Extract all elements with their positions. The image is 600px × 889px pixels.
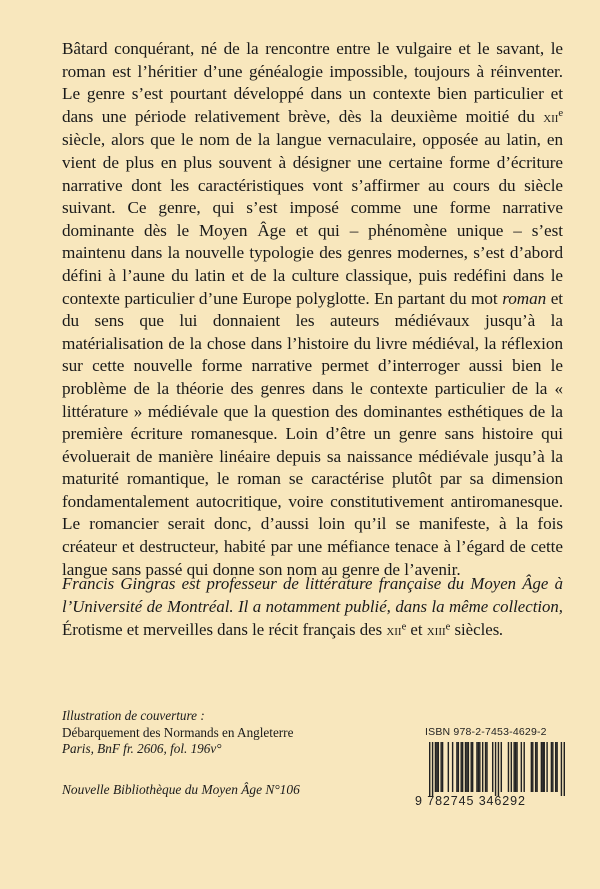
century-numeral: xii — [543, 108, 559, 126]
barcode-bar — [471, 742, 472, 792]
barcode-bar — [462, 742, 463, 792]
barcode-graphic — [429, 742, 565, 796]
century-suffix: e — [558, 107, 563, 119]
author-bio — [62, 573, 563, 642]
barcode-bar — [472, 742, 473, 792]
related-book-title-end: siècles — [450, 619, 500, 639]
credit-title: Débarquement des Normands en Angleterre — [62, 724, 294, 740]
summary-emphasis: roman — [502, 288, 547, 308]
barcode-bar — [541, 742, 542, 792]
century-suffix-12: e — [401, 620, 407, 632]
credit-source: Paris, BnF fr. 2606, fol. 196v° — [62, 741, 222, 757]
barcode-bar — [551, 742, 552, 792]
barcode-bar — [495, 742, 496, 796]
barcode-bar — [511, 742, 512, 792]
credit-label: Illustration de couverture : — [62, 708, 205, 723]
barcode-bar — [468, 742, 469, 792]
barcode-bar — [508, 742, 509, 792]
isbn-label: ISBN 978-2-7453-4629-2 — [425, 726, 547, 738]
isbn-barcode-block — [415, 726, 565, 810]
barcode-bar — [523, 742, 524, 792]
barcode-bar — [555, 742, 556, 792]
barcode-bar — [440, 742, 441, 792]
back-cover-summary — [62, 38, 563, 581]
series-name: Nouvelle Bibliothèque du Moyen Âge N°106 — [62, 782, 300, 797]
barcode-bar — [429, 742, 430, 796]
barcode-bar — [521, 742, 522, 792]
barcode-bar — [448, 742, 449, 792]
barcode-bar — [458, 742, 459, 792]
barcode-bar — [452, 742, 453, 792]
barcode-bar — [456, 742, 457, 792]
barcode-bar — [485, 742, 486, 792]
barcode-bar — [492, 742, 493, 792]
barcode-bar — [498, 742, 499, 796]
barcode-bar — [564, 742, 565, 796]
title-conjunction: et — [406, 619, 427, 639]
barcode-bar — [532, 742, 533, 792]
barcode-bar — [479, 742, 480, 792]
barcode-bar — [561, 742, 562, 796]
barcode-bar — [516, 742, 517, 792]
barcode-bar — [536, 742, 537, 792]
barcode-bar — [552, 742, 553, 792]
author-bio-text: Francis Gingras est professeur de littérature française du Moyen Âge à l’Université de Montréal. Il a notamment publié, dans la même collection, — [62, 574, 563, 616]
barcode-bar — [486, 742, 487, 792]
century-suffix-13: e — [445, 620, 451, 632]
bio-period: . — [499, 619, 504, 639]
summary-text-part2: siècle, alors que le nom de la langue vernaculaire, opposée au latin, en vient de plus en plus souvent à désigner une certaine forme d’écriture narrative dont les caractéristiques vont s’affirmer au cours du siècle suivant. Ce genre, qui s’est imposé comme une forme narrative dominante dès le Moyen Âge et qui – phénomène unique – s’est maintenu dans la nouvelle typologie des genres modernes, s’est d’abord défini à l’aune du latin et de la culture classique, puis redéfini dans le contexte particulier d’une Europe polyglotte. En partant du mot — [62, 130, 563, 308]
century-numeral-12: xii — [386, 621, 402, 639]
barcode-bar — [466, 742, 467, 792]
cover-illustration-credit — [62, 708, 362, 758]
barcode-bar — [535, 742, 536, 792]
summary-text-part3: et du sens que lui donnaient les auteurs médiévaux jusqu’à la matérialisation de la chose dans l’histoire du livre médiéval, la réflexion sur cette nouvelle forme narrative permet d’interroger aussi bien le problème de la théorie des genres dans le contexte particulier de la « littérature » médiévale que la question des dominantes esthétiques de la première écriture romanesque. Loin d’être un genre sans histoire qui évoluerait de manière linéaire depuis sa naissance médiévale jusqu’à la maturité romantique, le roman se caractérise plutôt par sa dimension fondamentalement autocritique, voire constitutivement antiromanesque. Le romancier serait donc, d’aussi loin qu’il se manifeste, à la fois créateur et destructeur, habité par une méfiance tenace à l’égard de cette langue sans passé qui donne son nom au genre de l’avenir. — [62, 288, 564, 579]
barcode-bar — [482, 742, 483, 792]
barcode-digits: 9 782745 346292 — [415, 794, 526, 808]
barcode-bar — [435, 742, 436, 792]
barcode-bar — [501, 742, 502, 792]
summary-text-part1: Bâtard conquérant, né de la rencontre entre le vulgaire et le savant, le roman est l’héritier d’une généalogie impossible, toujours à réinventer. Le genre s’est pourtant développé dans un contexte bien particulier et dans une période relativement brève, dès la deuxième moitié du — [62, 39, 563, 126]
barcode-bar — [436, 742, 437, 792]
century-numeral-13: xiii — [426, 621, 446, 639]
barcode-bar — [542, 742, 543, 792]
barcode-bar — [438, 742, 439, 792]
barcode-bar — [544, 742, 545, 792]
barcode-bar — [432, 742, 433, 796]
barcode-bar — [465, 742, 466, 792]
barcode-bar — [515, 742, 516, 792]
barcode-bar — [546, 742, 547, 792]
summary-paragraph — [62, 38, 563, 581]
barcode-bar — [556, 742, 557, 792]
barcode-bar — [531, 742, 532, 792]
barcode-bar — [460, 742, 461, 792]
barcode-bar — [442, 742, 443, 792]
barcode-bar — [478, 742, 479, 792]
related-book-title: Érotisme et merveilles dans le récit français des — [62, 619, 387, 639]
barcode-bar — [513, 742, 514, 792]
barcode-bar — [476, 742, 477, 792]
